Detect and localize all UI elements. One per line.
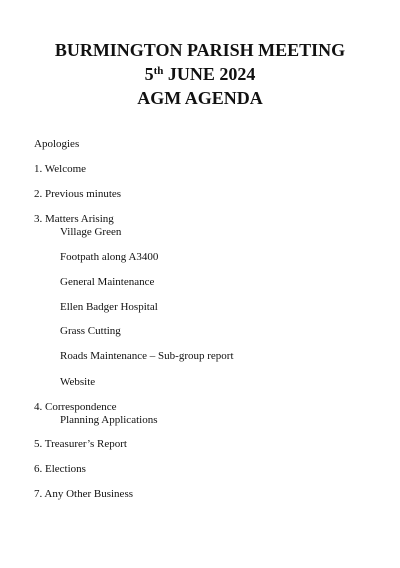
agenda-item-any-other-business: 7. Any Other Business [34,488,133,500]
agenda-item-correspondence: 4. Correspondence [34,401,117,413]
agenda-sub-footpath: Footpath along A3400 [60,251,159,263]
agenda-title [0,38,400,110]
title-parish-meeting: BURMINGTON PARISH MEETING [54,40,346,60]
agenda-sub-general-maintenance: General Maintenance [60,276,155,288]
agenda-item-previous-minutes: 2. Previous minutes [34,188,122,200]
agenda-sub-grass-cutting: Grass Cutting [60,325,121,337]
title-date-day: 5 [144,64,154,84]
agenda-sub-village-green: Village Green [60,226,122,238]
agenda-sub-roads-maintenance: Roads Maintenance – Sub-group report [60,350,234,362]
agenda-item-treasurers-report: 5. Treasurer’s Report [34,438,127,450]
title-date-suffix: th [153,65,164,77]
agenda-sub-website: Website [60,376,96,388]
title-date-rest: JUNE 2024 [163,64,256,84]
title-agm-agenda: AGM AGENDA [137,88,263,108]
agenda-sub-ellen-badger-hospital: Ellen Badger Hospital [60,301,158,313]
agenda-item-elections: 6. Elections [34,463,86,475]
title-date [0,62,400,86]
agenda-item-matters-arising: 3. Matters Arising [34,213,114,225]
agenda-sub-planning-applications: Planning Applications [60,414,158,426]
agenda-apologies: Apologies [34,138,80,150]
agenda-item-welcome: 1. Welcome [34,163,87,175]
